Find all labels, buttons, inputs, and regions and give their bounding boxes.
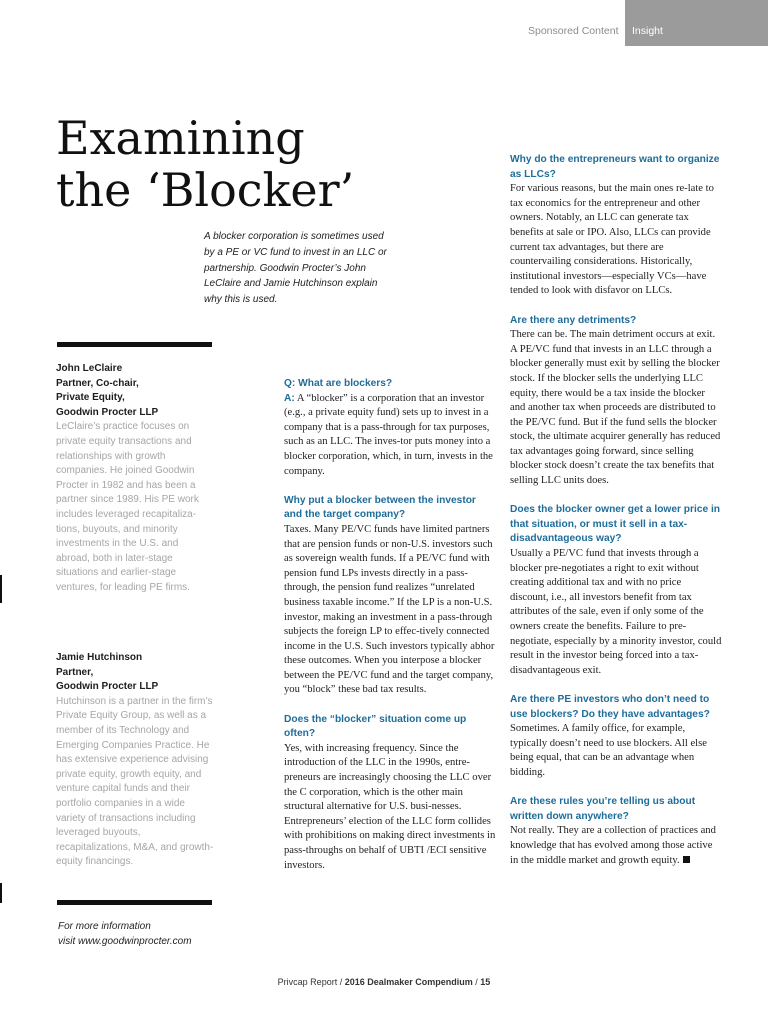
qa-column-right [510,153,722,868]
more-info [58,920,216,949]
bio-jamie-hutchinson [56,651,214,870]
answer: Taxes. Many PE/VC funds have limited partners that are pension funds or non-U.S. investors such as sovereign wealth funds. If a PE/VC fund with pension fund LPs invests directly in a pass-through, the pension fund realizes “unrelated business taxable income.” If the LP is a non-U.S. investor, making an investment in a pass-through subjects the foreign LP to effec-tively connected income in the U.S. Such investors typically abhor these outcomes. When you interpose a blocker between the PE/VC fund and the target company, you “block” these bad tax results. [284,523,495,696]
bio-name: John LeClaire [56,363,123,374]
question: Q: What are blockers? [284,378,393,389]
question: Are there any detriments? [510,314,637,326]
answer: For various reasons, but the main ones re-late to tax economics for the entrepreneur and other owners. Notably, an LLC can generate tax benefits at sale or IPO. Also, LLCs can provide current tax advantages, but there are countervailing considerations. Historically, institutional investors—especially VCs—have tended to look with disfavor on LLCs. [510,183,714,297]
article-deck: A blocker corporation is sometimes used by a PE or VC fund to invest in an LLC or partnership. Goodwin Procter’s John LeClaire and Jamie Hutchinson explain why this is used. [204,231,387,306]
end-of-article-icon [683,856,690,863]
question: Are there PE investors who don’t need to use blockers? Do they have advantages? [510,693,710,720]
bio-title-line: Goodwin Procter LLP [56,406,159,418]
answer-text: A “blocker” is a corporation that an investor (e.g., a private equity fund) sets up to invest in a company that is a pass-through for tax purposes, such as an LLC. The inves-tor puts money into a blocker corporation, which, in turn, invests in the company. [284,392,493,477]
section-tab [625,0,768,46]
bio-text: LeClaire’s practice focuses on private equity transactions and relationships with growth companies. He joined Goodwin Procter in 1982 and has been a partner since 1989. His PE work includes leveraged recapitaliza-tions, buyouts, and minority investments in the U.S. and abroad, both in later-stage situations and earlier-stage ventures, for leading PE firms. [56,421,199,593]
bio-divider-bottom [57,900,212,905]
footer-separator: / [472,977,481,987]
bio-title-line: Private Equity, [56,392,125,404]
question: Does the blocker owner get a lower price in that situation, or must it sell in a tax-disadvantageous way? [510,504,721,545]
page-edge-mark [0,883,2,903]
answer [510,824,722,868]
page-footer [0,977,768,987]
question: Are these rules you’re telling us about written down anywhere? [510,796,696,822]
bio-name: Jamie Hutchinson [56,652,143,663]
bio-title-line: Partner, Co-chair, [56,377,139,389]
title-line-1: Examining [56,111,305,165]
footer-separator: / [337,977,345,987]
question: Does the “blocker” situation come up often? [284,713,467,740]
page-edge-mark [0,575,2,603]
more-info-label: For more information [58,921,151,932]
article-title [56,112,354,216]
qa-column-middle [284,377,496,873]
sponsored-content-label: Sponsored Content [528,25,619,37]
footer-issue: 2016 Dealmaker Compendium [344,977,473,987]
section-tab-label: Insight [632,25,663,37]
answer: Usually a PE/VC fund that invests through a blocker pre-negotiates a right to exit without creating additional tax and with no price discount, i.e., all investors benefit from tax attributes of the sale, even if only some of the owners create the benefits. Failure to pre-negotiate, especially by a minority investor, could result in the investor being forced into a tax-disadvantageous exit. [510,548,722,676]
bio-divider-top [57,342,212,347]
more-info-link[interactable]: visit www.goodwinprocter.com [58,935,192,947]
answer-lead: A: [284,392,295,404]
question: Why put a blocker between the investor and the target company? [284,494,476,521]
answer [284,392,496,480]
answer: Yes, with increasing frequency. Since the introduction of the LLC in the 1990s, entre-preneurs are increasingly choosing the LLC over the C corporation, which is the other main structural alternative for U.S. busi-nesses. Entrepreneurs’ election of the LLC form collides with prohibitions on making direct investments in pass-throughs on behalf of UBTI /ECI sensitive investors. [284,742,496,871]
bio-title-line: Goodwin Procter LLP [56,681,159,693]
footer-publication: Privcap Report [277,977,338,987]
bio-title-line: Partner, [56,666,94,678]
answer: There can be. The main detriment occurs at exit. A PE/VC fund that invests in an LLC through a blocker generally must exit by selling the blocker stock. If the blocker sells the underlying LLC equity, there would be a tax inside the blocker and another tax when proceeds are distributed to the PE/VC fund. But if the fund sells the blocker stock, the ultimate acquirer generally has reduced tax advantages going forward, since selling blocker stock doesn’t create the tax benefits that selling LLC units does. [510,329,721,487]
title-line-2: the ‘Blocker’ [56,163,355,217]
bio-john-leclaire [56,362,214,596]
answer-text: Not really. They are a collection of practices and knowledge that has evolved among those active in the middle market and growth equity. [510,825,716,866]
page-number: 15 [480,977,491,987]
bio-text: Hutchinson is a partner in the firm’s Private Equity Group, as well as a member of its Technology and Emerging Companies Practice. He has extensive experience advising private equity, growth equity, and venture capital funds and their portfolio companies in a wide variety of transactions including leveraged buyouts, recapitalizations, M&A, and growth-equity financings. [56,695,214,868]
answer: Sometimes. A family office, for example, typically doesn’t need to use blockers. All else being equal, that can be an advantage when bidding. [510,723,707,778]
question: Why do the entrepreneurs want to organize as LLCs? [510,154,720,180]
